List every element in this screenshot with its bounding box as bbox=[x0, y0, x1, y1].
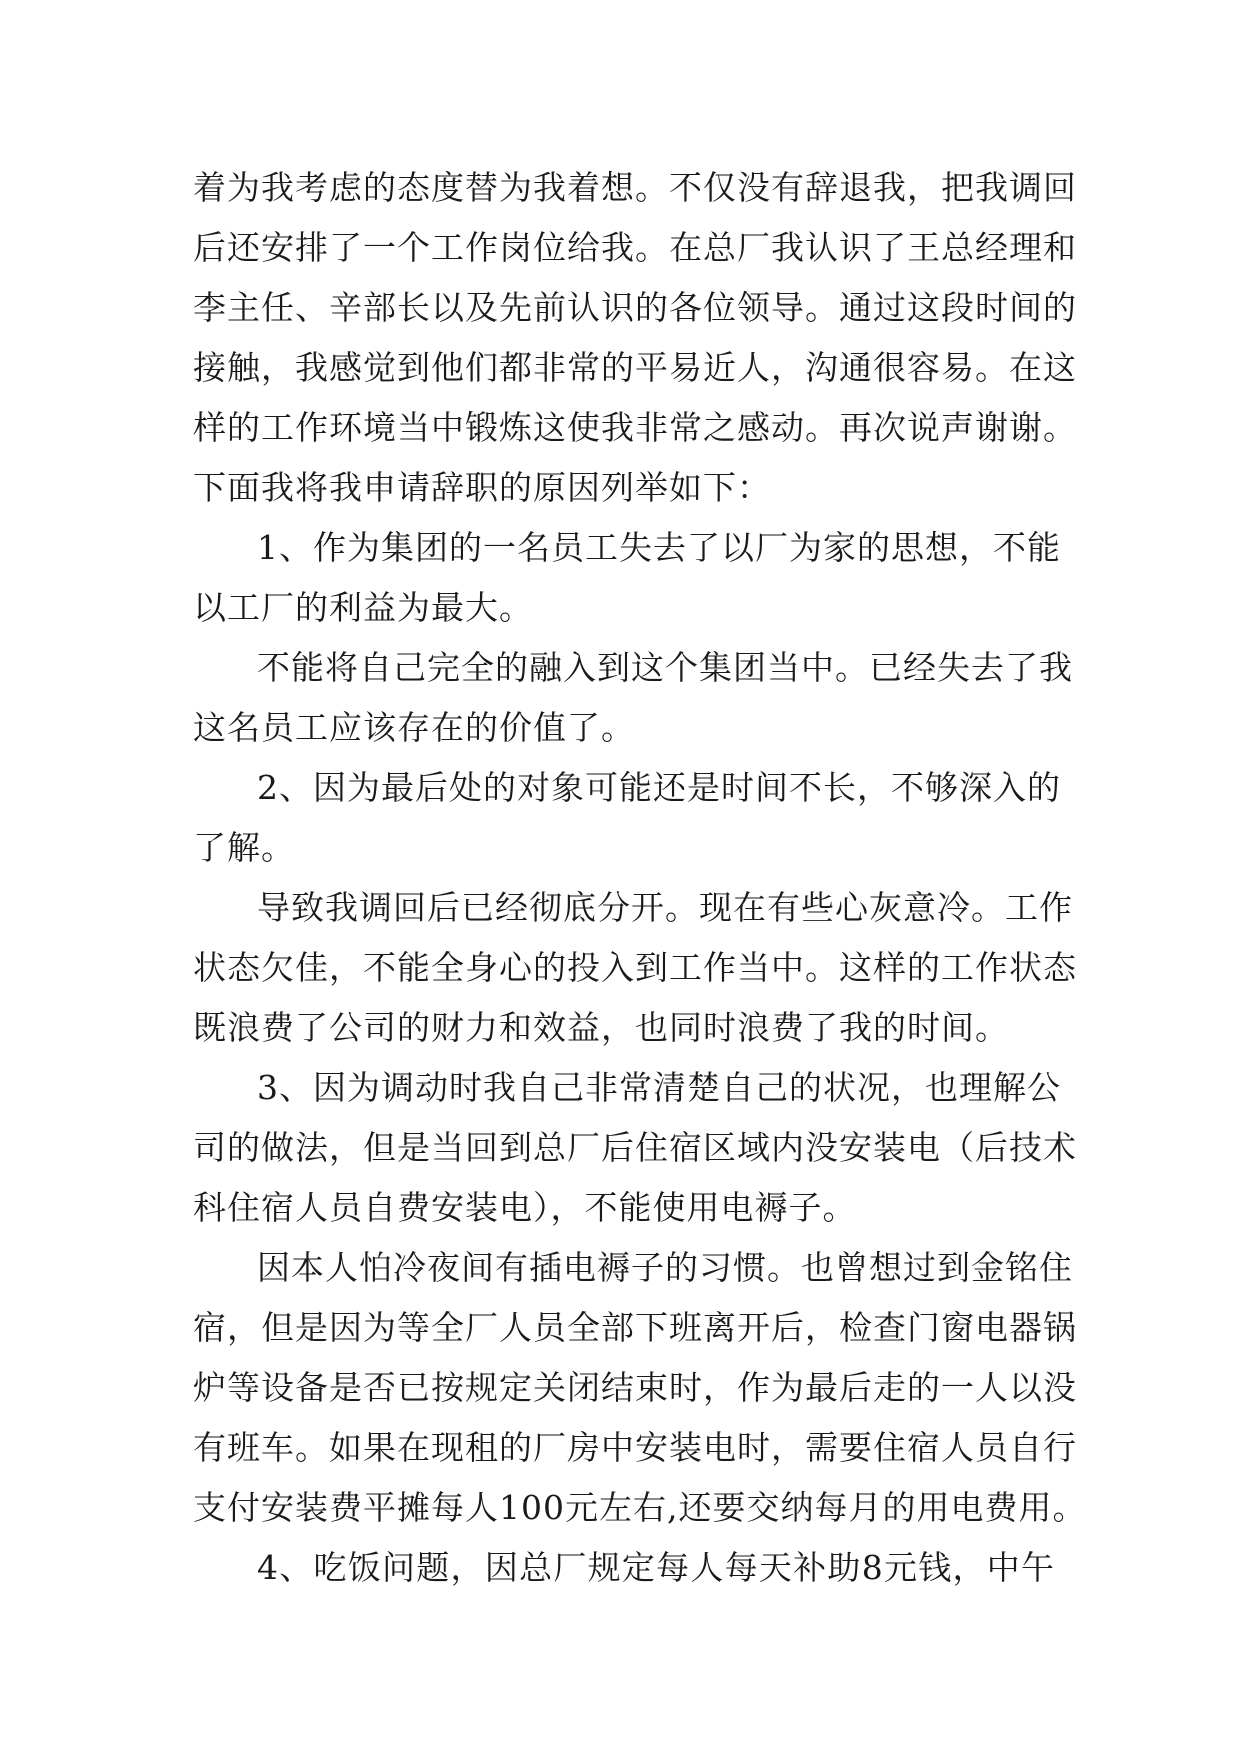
text-line: 李主任、辛部长以及先前认识的各位领导。通过这段时间的 bbox=[193, 288, 1077, 327]
text-line: 有班车。如果在现租的厂房中安装电时，需要住宿人员自行 bbox=[193, 1428, 1077, 1467]
text-line: 接触，我感觉到他们都非常的平易近人，沟通很容易。在这 bbox=[193, 348, 1077, 387]
text-line: 支付安装费平摊每人100元左右,还要交纳每月的用电费用。 bbox=[193, 1488, 1087, 1527]
text-line: 以工厂的利益为最大。 bbox=[193, 588, 533, 627]
text-line: 宿，但是因为等全厂人员全部下班离开后，检查门窗电器锅 bbox=[193, 1308, 1077, 1347]
text-line: 3、因为调动时我自己非常清楚自己的状况，也理解公 bbox=[257, 1068, 1061, 1107]
text-line: 科住宿人员自费安装电），不能使用电褥子。 bbox=[193, 1188, 857, 1227]
text-line: 2、因为最后处的对象可能还是时间不长，不够深入的 bbox=[257, 768, 1061, 807]
text-line: 样的工作环境当中锻炼这使我非常之感动。再次说声谢谢。 bbox=[193, 408, 1077, 447]
text-line: 既浪费了公司的财力和效益，也同时浪费了我的时间。 bbox=[193, 1008, 1009, 1047]
text-line: 下面我将我申请辞职的原因列举如下： bbox=[193, 468, 771, 507]
text-line: 后还安排了一个工作岗位给我。在总厂我认识了王总经理和 bbox=[193, 228, 1077, 267]
text-line: 1、作为集团的一名员工失去了以厂为家的思想，不能 bbox=[257, 528, 1061, 567]
text-line: 了解。 bbox=[193, 828, 295, 867]
text-line: 导致我调回后已经彻底分开。现在有些心灰意冷。工作 bbox=[257, 888, 1073, 927]
text-line: 不能将自己完全的融入到这个集团当中。已经失去了我 bbox=[257, 648, 1073, 687]
text-line: 司的做法，但是当回到总厂后住宿区域内没安装电（后技术 bbox=[193, 1128, 1077, 1167]
text-line: 因本人怕冷夜间有插电褥子的习惯。也曾想过到金铭住 bbox=[257, 1248, 1073, 1287]
text-line: 炉等设备是否已按规定关闭结束时，作为最后走的一人以没 bbox=[193, 1368, 1077, 1407]
text-line: 着为我考虑的态度替为我着想。不仅没有辞退我，把我调回 bbox=[193, 168, 1077, 207]
document-body bbox=[193, 158, 1087, 1598]
text-line: 状态欠佳，不能全身心的投入到工作当中。这样的工作状态 bbox=[193, 948, 1077, 987]
text-line: 这名员工应该存在的价值了。 bbox=[193, 708, 635, 747]
text-line: 4、吃饭问题，因总厂规定每人每天补助8元钱，中午 bbox=[257, 1548, 1055, 1587]
